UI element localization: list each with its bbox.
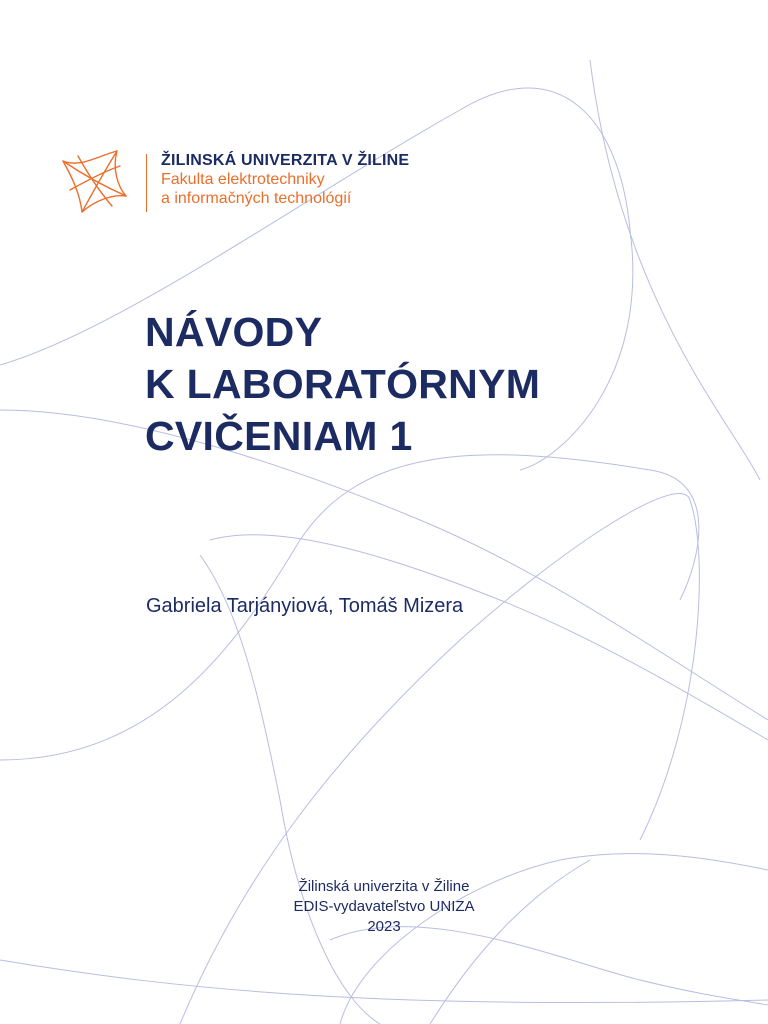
title-line-3: CVIČENIAM 1 [145,413,413,459]
uniza-star-logo-icon [60,148,130,216]
publisher-block [0,877,768,937]
publisher-name: EDIS-vydavateľstvo UNIZA [293,898,475,915]
publisher-university: Žilinská univerzita v Žiline [298,878,470,895]
publication-year: 2023 [367,918,401,935]
university-name: ŽILINSKÁ UNIVERZITA V ŽILINE [161,152,410,169]
title-line-2: K LABORATÓRNYM [145,361,541,407]
title-line-1: NÁVODY [145,309,323,355]
university-header [161,151,409,208]
authors: Gabriela Tarjányiová, Tomáš Mizera [146,595,464,617]
faculty-name-line-2: a informačných technológií [161,190,352,207]
logo-divider [146,154,147,212]
faculty-name-line-1: Fakulta elektrotechniky [161,171,325,188]
document-title [145,306,540,462]
